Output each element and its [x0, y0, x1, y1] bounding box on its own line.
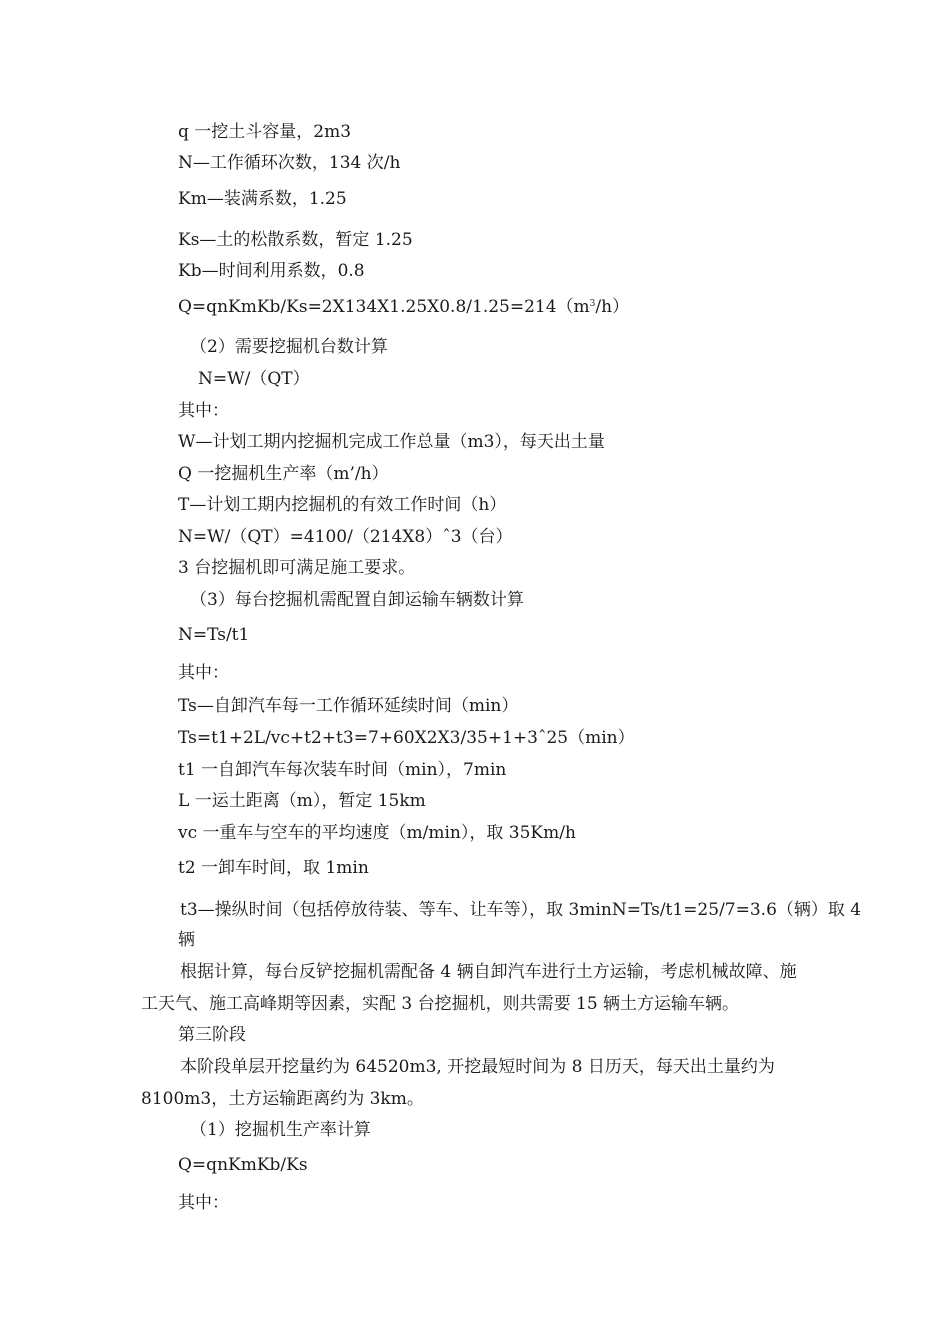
text-line: t2 一卸车时间，取 1min — [178, 858, 369, 878]
formula-line: Q=qnKmKb/Ks — [178, 1155, 308, 1175]
paragraph-line: 根据计算，每台反铲挖掘机需配备 4 辆自卸汽车进行土方运输，考虑机械故障、施 — [180, 962, 797, 982]
formula-line: N=Ts/t1 — [178, 625, 250, 645]
text-line: Ks—土的松散系数，暂定 1.25 — [178, 230, 413, 250]
text-line: Km—装满系数，1.25 — [178, 189, 347, 209]
formula-line: Ts=t1+2L/vc+t2+t3=7+60X2X3/35+1+3ˆ25（min） — [178, 728, 635, 748]
formula-text: /h） — [595, 297, 630, 317]
text-line: q 一挖土斗容量，2m3 — [178, 122, 352, 142]
text-line: N—工作循环次数，134 次/h — [178, 153, 401, 173]
paragraph-line: 本阶段单层开挖量约为 64520m3, 开挖最短时间为 8 日历天，每天出土量约为 — [180, 1057, 775, 1077]
text-line: t3—操纵时间（包括停放待装、等车、让车等），取 3minN=Ts/t1=25/7=3.6（辆）取 4 — [180, 900, 862, 920]
text-line: Kb—时间利用系数，0.8 — [178, 261, 365, 281]
paragraph-line: 工天气、施工高峰期等因素，实配 3 台挖掘机，则共需要 15 辆土方运输车辆。 — [141, 994, 740, 1014]
section-heading: （3）每台挖掘机需配置自卸运输车辆数计算 — [190, 590, 524, 610]
formula-line: N=W/（QT） — [198, 369, 310, 389]
formula-line: N=W/（QT）=4100/（214X8）ˆ3（台） — [178, 527, 513, 547]
text-line: 其中： — [178, 1193, 229, 1213]
text-line: Ts—自卸汽车每一工作循环延续时间（min） — [178, 696, 519, 716]
text-line: T—计划工期内挖掘机的有效工作时间（h） — [178, 495, 507, 515]
text-line: Q 一挖掘机生产率（m’/h） — [178, 464, 389, 484]
text-line: 其中： — [178, 401, 229, 421]
section-heading: 第三阶段 — [178, 1025, 246, 1045]
text-line: W—计划工期内挖掘机完成工作总量（m3），每天出土量 — [178, 432, 605, 452]
text-line: 辆 — [178, 930, 195, 950]
section-heading: （1）挖掘机生产率计算 — [190, 1120, 371, 1140]
superscript: 3 — [589, 299, 596, 309]
paragraph-line: 8100m3，土方运输距离约为 3km。 — [141, 1089, 424, 1109]
text-line: 其中： — [178, 663, 229, 683]
section-heading: （2）需要挖掘机台数计算 — [190, 337, 388, 357]
formula-text: Q=qnKmKb/Ks=2X134X1.25X0.8/1.25=214（m — [178, 297, 590, 317]
text-line: vc 一重车与空车的平均速度（m/min），取 35Km/h — [178, 823, 576, 843]
text-line: 3 台挖掘机即可满足施工要求。 — [178, 558, 416, 578]
text-line: t1 一自卸汽车每次装车时间（min），7min — [178, 760, 507, 780]
text-line: L 一运土距离（m），暂定 15km — [178, 791, 426, 811]
formula-line — [178, 296, 629, 318]
